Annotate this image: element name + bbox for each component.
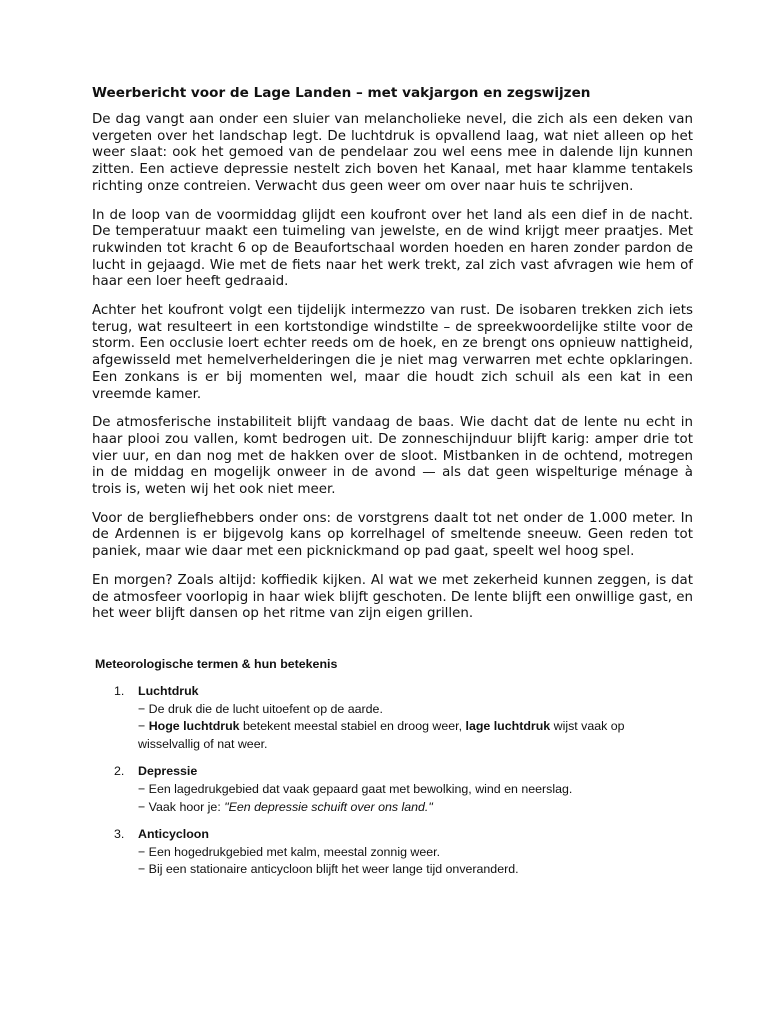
term-definition: − De druk die de lucht uitoefent op de aarde. — [138, 701, 383, 716]
term-name: Anticycloon — [138, 827, 209, 842]
list-item — [114, 826, 674, 879]
term-definition: − Een lagedrukgebied dat vaak gepaard gaat met bewolking, wind en neerslag. — [138, 781, 573, 796]
def-prefix: − — [138, 719, 149, 734]
def-text: betekent meestal stabiel en droog weer, — [239, 719, 466, 734]
terms-list — [114, 683, 674, 889]
list-item — [114, 683, 674, 753]
list-number: 3. — [114, 827, 125, 842]
term-definition: − Een hogedrukgebied met kalm, meestal zonnig weer. — [138, 844, 441, 859]
paragraph: Voor de bergliefhebbers onder ons: de vorstgrens daalt tot net onder de 1.000 meter. In de Ardennen is er bijgevolg kans op korrelhagel of smeltende sneeuw. Geen reden tot paniek, maar wie daar met een picknickmand op pad gaat, speelt wel hoog spel. — [92, 510, 693, 560]
list-item — [114, 763, 674, 816]
term-definition — [138, 799, 674, 817]
paragraph: In de loop van de voormiddag glijdt een koufront over het land als een dief in de nacht. De temperatuur maakt een tuimeling van jewelste, en de wind krijgt meer praatjes. Met rukwinden tot kracht 6 op de Beaufortschaal worden hoeden en haren zonder pardon de lucht in gejaagd. Wie met de fiets naar het werk trekt, zal zich vast afvragen wie hem of haar een loer heeft gedraaid. — [92, 207, 693, 290]
def-bold-term: Hoge luchtdruk — [148, 719, 240, 734]
term-name: Depressie — [138, 764, 198, 779]
paragraph: Achter het koufront volgt een tijdelijk intermezzo van rust. De isobaren trekken zich iets terug, wat resulteert in een kortstondige windstilte – de spreekwoordelijke stilte voor de storm. Een occlusie loert echter reeds om de hoek, en ze brengt ons opnieuw nattigheid, afgewisseld met hemelverhelderingen die je niet mag verwarren met echte opklaringen. Een zonkans is er bij momenten wel, maar die houdt zich schuil als een kat in een vreemde kamer. — [92, 303, 693, 402]
document-title: Weerbericht voor de Lage Landen – met vakjargon en zegswijzen — [92, 85, 591, 101]
def-text: wijst vaak op wisselvallig of nat weer. — [138, 719, 625, 751]
list-number: 2. — [114, 764, 125, 779]
def-bold-term: lage luchtdruk — [465, 719, 551, 734]
paragraph: En morgen? Zoals altijd: koffiedik kijken. Al wat we met zekerheid kunnen zeggen, is dat de atmosfeer voorlopig in haar wiek blijft geschoten. De lente blijft een onwillige gast, en het weer blijft dansen op het ritme van zijn eigen grillen. — [92, 572, 693, 622]
term-definition — [138, 718, 674, 753]
terms-heading: Meteorologische termen & hun betekenis — [95, 657, 338, 671]
term-name: Luchtdruk — [138, 684, 199, 698]
paragraph: De dag vangt aan onder een sluier van melancholieke nevel, die zich als een deken van vergeten over het landschap legt. De luchtdruk is opvallend laag, wat niet alleen op het weer slaat: ook het gemoed van de pendelaar zou wel eens mee in dalende lijn kunnen zitten. Een actieve depressie nestelt zich boven het Kanaal, met haar klamme tentakels richting onze contreien. Verwacht dus geen weer om over naar huis te schrijven. — [92, 112, 693, 194]
def-prefix: − Vaak hoor je: — [138, 799, 225, 814]
list-number: 1. — [114, 684, 125, 698]
article-body — [92, 112, 693, 635]
term-definition: − Bij een stationaire anticycloon blijft het weer lange tijd onveranderd. — [138, 862, 519, 877]
paragraph: De atmosferische instabiliteit blijft vandaag de baas. Wie dacht dat de lente nu echt in haar plooi zou vallen, komt bedrogen uit. De zonneschijnduur blijft karig: amper drie tot vier uur, en dan nog met de hakken over de sloot. Mistbanken in de ochtend, motregen in de middag en mogelijk onweer in de avond — als dat geen wispelturige ménage à trois is, weten wij het ook niet meer. — [92, 415, 693, 498]
def-quote: "Een depressie schuift over ons land." — [224, 799, 433, 814]
